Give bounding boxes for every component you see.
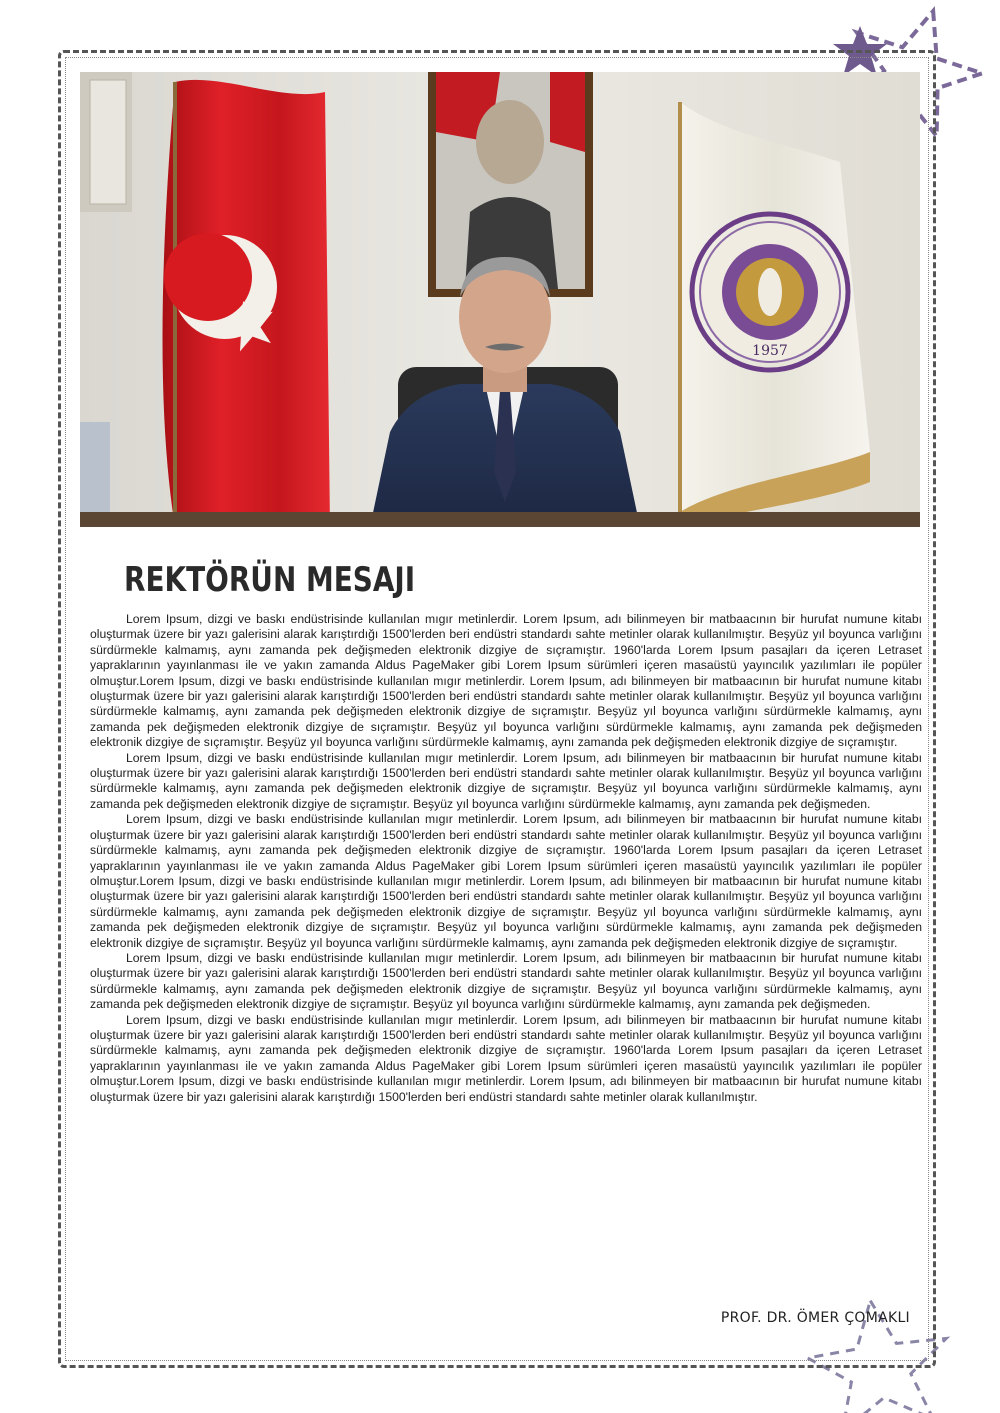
page-title: REKTÖRÜN MESAJI [124, 560, 416, 600]
paragraph-2: Lorem Ipsum, dizgi ve baskı endüstrisinde kullanılan mıgır metinlerdir. Lorem Ipsum, adı bilinmeyen bir matbaacının bir hurufat numune kitabı oluşturmak üzere bir yazı galerisini alarak karıştırdığı 1500'lerden beri endüstri standardı sahte metinler olarak kullanılmıştır. Beşyüz yıl boyunca varlığını sürdürmekle kalmamış, aynı zamanda pek değişmeden elektronik dizgiye de sıçramıştır. Beşyüz yıl boyunca varlığını sürdürmekle kalmamış, aynı zamanda pek değişmeden elektronik dizgiye de sıçramıştır. Beşyüz yıl boyunca varlığını sürdürmekle kalmamış, aynı zamanda pek değişmeden. [90, 750, 922, 811]
rector-photo [80, 72, 920, 527]
paragraph-3: Lorem Ipsum, dizgi ve baskı endüstrisinde kullanılan mıgır metinlerdir. Lorem Ipsum, adı bilinmeyen bir matbaacının bir hurufat numune kitabı oluşturmak üzere bir yazı galerisini alarak karıştırdığı 1500'lerden beri endüstri standardı sahte metinler olarak kullanılmıştır. Beşyüz yıl boyunca varlığını sürdürmekle kalmamış, aynı zamanda pek değişmeden elektronik dizgiye de sıçramıştır. 1960'larda Lorem Ipsum pasajları da içeren Letraset yapraklarının yayınlanması ile ve yakın zamanda Aldus PageMaker gibi Lorem Ipsum sürümleri içeren masaüstü yayıncılık yazılımları ile popüler olmuştur.Lorem Ipsum, dizgi ve baskı endüstrisinde kullanılan mıgır metinlerdir. Lorem Ipsum, adı bilinmeyen bir matbaacının bir hurufat numune kitabı oluşturmak üzere bir yazı galerisini alarak karıştırdığı 1500'lerden beri endüstri standardı sahte metinler olarak kullanılmıştır. Beşyüz yıl boyunca varlığını sürdürmekle kalmamış, aynı zamanda pek değişmeden elektronik dizgiye de sıçramıştır. Beşyüz yıl boyunca varlığını sürdürmekle kalmamış, aynı zamanda pek değişmeden elektronik dizgiye de sıçramıştır. Beşyüz yıl boyunca varlığını sürdürmekle kalmamış, aynı zamanda pek değişmeden elektronik dizgiye de sıçramıştır. Beşyüz yıl boyunca varlığını sürdürmekle kalmamış, aynı zamanda pek değişmeden elektronik dizgiye de sıçramıştır. [90, 812, 922, 950]
paragraph-1: Lorem Ipsum, dizgi ve baskı endüstrisinde kullanılan mıgır metinlerdir. Lorem Ipsum, adı bilinmeyen bir matbaacının bir hurufat numune kitabı oluşturmak üzere bir yazı galerisini alarak karıştırdığı 1500'lerden beri endüstri standardı sahte metinler olarak kullanılmıştır. Beşyüz yıl boyunca varlığını sürdürmekle kalmamış, aynı zamanda pek değişmeden elektronik dizgiye de sıçramıştır. 1960'larda Lorem Ipsum pasajları da içeren Letraset yapraklarının yayınlanması ile ve yakın zamanda Aldus PageMaker gibi Lorem Ipsum sürümleri içeren masaüstü yayıncılık yazılımları ile popüler olmuştur.Lorem Ipsum, dizgi ve baskı endüstrisinde kullanılan mıgır metinlerdir. Lorem Ipsum, adı bilinmeyen bir matbaacının bir hurufat numune kitabı oluşturmak üzere bir yazı galerisini alarak karıştırdığı 1500'lerden beri endüstri standardı sahte metinler olarak kullanılmıştır. Beşyüz yıl boyunca varlığını sürdürmekle kalmamış, aynı zamanda pek değişmeden elektronik dizgiye de sıçramıştır. Beşyüz yıl boyunca varlığını sürdürmekle kalmamış, aynı zamanda pek değişmeden elektronik dizgiye de sıçramıştır. Beşyüz yıl boyunca varlığını sürdürmekle kalmamış, aynı zamanda pek değişmeden elektronik dizgiye de sıçramıştır. Beşyüz yıl boyunca varlığını sürdürmekle kalmamış, aynı zamanda pek değişmeden elektronik dizgiye de sıçramıştır. [90, 612, 922, 750]
signature: PROF. DR. ÖMER ÇOMAKLI [720, 1310, 910, 1326]
paragraph-4: Lorem Ipsum, dizgi ve baskı endüstrisinde kullanılan mıgır metinlerdir. Lorem Ipsum, adı bilinmeyen bir matbaacının bir hurufat numune kitabı oluşturmak üzere bir yazı galerisini alarak karıştırdığı 1500'lerden beri endüstri standardı sahte metinler olarak kullanılmıştır. Beşyüz yıl boyunca varlığını sürdürmekle kalmamış, aynı zamanda pek değişmeden elektronik dizgiye de sıçramıştır. Beşyüz yıl boyunca varlığını sürdürmekle kalmamış, aynı zamanda pek değişmeden elektronik dizgiye de sıçramıştır. Beşyüz yıl boyunca varlığını sürdürmekle kalmamış, aynı zamanda pek değişmeden. [90, 950, 922, 1012]
paragraph-5: Lorem Ipsum, dizgi ve baskı endüstrisinde kullanılan mıgır metinlerdir. Lorem Ipsum, adı bilinmeyen bir matbaacının bir hurufat numune kitabı oluşturmak üzere bir yazı galerisini alarak karıştırdığı 1500'lerden beri endüstri standardı sahte metinler olarak kullanılmıştır. Beşyüz yıl boyunca varlığını sürdürmekle kalmamış, aynı zamanda pek değişmeden elektronik dizgiye de sıçramıştır. 1960'larda Lorem Ipsum pasajları da içeren Letraset yapraklarının yayınlanması ile ve yakın zamanda Aldus PageMaker gibi Lorem Ipsum sürümleri içeren masaüstü yayıncılık yazılımları ile popüler olmuştur.Lorem Ipsum, dizgi ve baskı endüstrisinde kullanılan mıgır metinlerdir. Lorem Ipsum, adı bilinmeyen bir matbaacının bir hurufat numune kitabı oluşturmak üzere bir yazı galerisini alarak karıştırdığı 1500'lerden beri endüstri standardı sahte metinler olarak kullanılmıştır. [90, 1012, 922, 1104]
message-body [90, 612, 922, 1105]
seal-year: 1957 [752, 343, 788, 359]
